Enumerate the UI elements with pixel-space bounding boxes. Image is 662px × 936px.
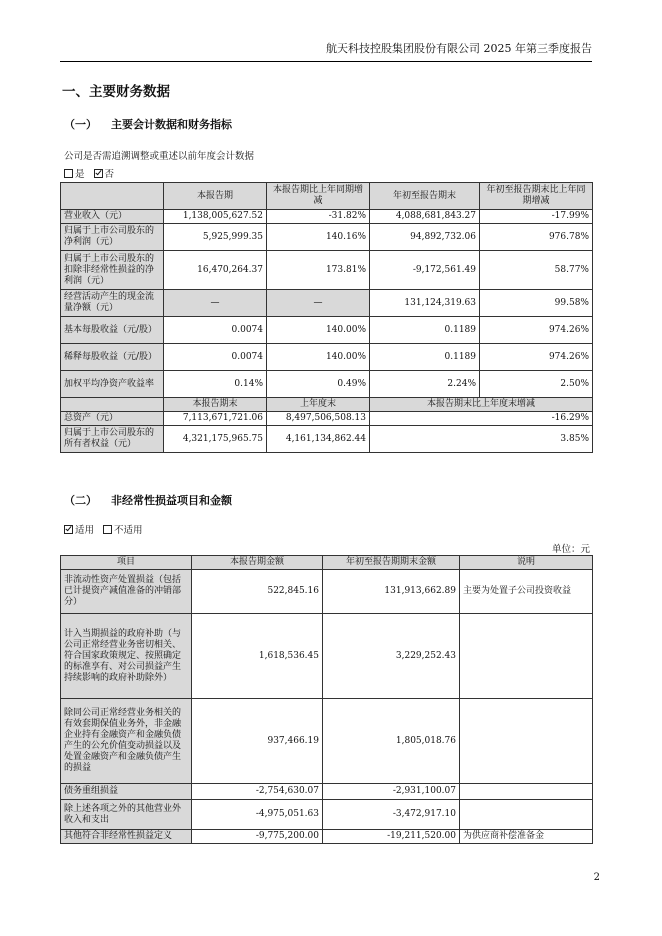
table-row xyxy=(61,371,593,398)
row-label: 加权平均净资产收益率 xyxy=(61,371,164,398)
page-number: 2 xyxy=(593,872,600,883)
cell-value: 140.00% xyxy=(267,344,370,371)
page-header: 航天科技控股集团股份有限公司 2025 年第三季度报告 xyxy=(60,40,592,62)
subsection-text: 非经常性损益项目和金额 xyxy=(111,494,232,507)
header-cell: 上年度末 xyxy=(267,398,370,412)
cell-value: -4,975,051.63 xyxy=(192,800,323,830)
cell-value: 173.81% xyxy=(267,251,370,290)
cell-value: 131,913,662.89 xyxy=(323,570,460,614)
unchecked-box-icon[interactable] xyxy=(64,169,73,178)
option-not-apply: 不适用 xyxy=(114,525,143,536)
header-cell: 年初至报告期末比上年同期增减 xyxy=(480,183,593,210)
financial-data-table xyxy=(60,182,593,453)
cell-value: -2,931,100.07 xyxy=(323,784,460,800)
cell-value: 937,466.19 xyxy=(192,699,323,784)
cell-value: -19,211,520.00 xyxy=(323,830,460,844)
cell-value: -2,754,630.07 xyxy=(192,784,323,800)
cell-value: -31.82% xyxy=(267,210,370,224)
row-label: 其他符合非经常性损益定义 xyxy=(61,830,192,844)
header-cell: 本报告期末 xyxy=(164,398,267,412)
cell-value: 976.78% xyxy=(480,224,593,251)
row-label: 总资产（元） xyxy=(61,412,164,426)
subsection-text: 主要会计数据和财务指标 xyxy=(111,118,232,131)
row-label: 债务重组损益 xyxy=(61,784,192,800)
cell-value: — xyxy=(267,290,370,317)
cell-value: 0.0074 xyxy=(164,317,267,344)
cell-note xyxy=(460,800,593,830)
cell-value: 99.58% xyxy=(480,290,593,317)
table-row xyxy=(61,317,593,344)
table-row xyxy=(61,224,593,251)
table-row xyxy=(61,614,593,699)
cell-value: 4,161,134,862.44 xyxy=(267,426,370,453)
restate-options xyxy=(64,166,114,180)
row-label: 基本每股收益（元/股） xyxy=(61,317,164,344)
cell-value: 5,925,999.35 xyxy=(164,224,267,251)
header-cell: 年初至报告期期末金额 xyxy=(323,556,460,570)
subsection-title-1 xyxy=(64,116,232,132)
subsection-number: （一） xyxy=(64,118,97,131)
table-row xyxy=(61,830,593,844)
row-label: 稀释每股收益（元/股） xyxy=(61,344,164,371)
row-label: 归属于上市公司股东的扣除非经常性损益的净利润（元） xyxy=(61,251,164,290)
non-recurring-table xyxy=(60,555,593,844)
header-cell: 本报告期末比上年度末增减 xyxy=(370,398,593,412)
cell-value: 1,805,018.76 xyxy=(323,699,460,784)
table-row xyxy=(61,412,593,426)
unit-label: 单位：元 xyxy=(551,544,590,555)
header-cell xyxy=(61,398,164,412)
table-row xyxy=(61,570,593,614)
cell-note xyxy=(460,699,593,784)
cell-value: 0.1189 xyxy=(370,317,480,344)
header-cell: 本报告期比上年同期增减 xyxy=(267,183,370,210)
table-row xyxy=(61,699,593,784)
cell-value: 3.85% xyxy=(370,426,593,453)
cell-value: 2.24% xyxy=(370,371,480,398)
header-cell: 项目 xyxy=(61,556,192,570)
cell-value: 16,470,264.37 xyxy=(164,251,267,290)
header-cell xyxy=(61,183,164,210)
cell-value: 140.16% xyxy=(267,224,370,251)
cell-value: — xyxy=(164,290,267,317)
subsection-title-2 xyxy=(64,492,232,508)
cell-value: 58.77% xyxy=(480,251,593,290)
cell-value: 0.1189 xyxy=(370,344,480,371)
header-cell: 本报告期 xyxy=(164,183,267,210)
row-label: 除同公司正常经营业务相关的有效套期保值业务外，非金融企业持有金融资产和金融负债产生的公允价值变动损益以及处置金融资产和金融负债产生的损益 xyxy=(61,699,192,784)
row-label: 计入当期损益的政府补助（与公司正常经营业务密切相关、符合国家政策规定、按照确定的标准享有、对公司损益产生持续影响的政府补助除外） xyxy=(61,614,192,699)
cell-value: 2.50% xyxy=(480,371,593,398)
cell-value: 4,321,175,965.75 xyxy=(164,426,267,453)
row-label: 归属于上市公司股东的所有者权益（元） xyxy=(61,426,164,453)
row-label: 归属于上市公司股东的净利润（元） xyxy=(61,224,164,251)
cell-value: 94,892,732.06 xyxy=(370,224,480,251)
row-label: 非流动性资产处置损益（包括已计提资产减值准备的冲销部分） xyxy=(61,570,192,614)
cell-value: 140.00% xyxy=(267,317,370,344)
unchecked-box-icon[interactable] xyxy=(103,525,112,534)
cell-value: -9,172,561.49 xyxy=(370,251,480,290)
option-yes: 是 xyxy=(75,169,85,180)
row-label: 营业收入（元） xyxy=(61,210,164,224)
cell-value: -3,472,917.10 xyxy=(323,800,460,830)
cell-note xyxy=(460,614,593,699)
cell-value: 974.26% xyxy=(480,344,593,371)
cell-value: -16.29% xyxy=(370,412,593,426)
subsection-number: （二） xyxy=(64,494,97,507)
table-row xyxy=(61,800,593,830)
cell-value: 4,088,681,843.27 xyxy=(370,210,480,224)
table-row xyxy=(61,344,593,371)
option-no: 否 xyxy=(104,169,115,180)
apply-options xyxy=(64,522,143,536)
cell-value: -9,775,200.00 xyxy=(192,830,323,844)
table-row xyxy=(61,784,593,800)
header-cell: 说明 xyxy=(460,556,593,570)
option-apply: 适用 xyxy=(75,525,95,536)
checked-box-icon[interactable] xyxy=(64,525,73,534)
cell-note xyxy=(460,784,593,800)
cell-value: 1,618,536.45 xyxy=(192,614,323,699)
checked-box-icon[interactable] xyxy=(94,169,103,178)
cell-value: 3,229,252.43 xyxy=(323,614,460,699)
cell-note: 为供应商补偿准备金 xyxy=(460,830,593,844)
cell-value: 8,497,506,508.13 xyxy=(267,412,370,426)
restate-question: 公司是否需追溯调整或重述以前年度会计数据 xyxy=(64,151,255,162)
cell-value: 522,845.16 xyxy=(192,570,323,614)
cell-value: 1,138,005,627.52 xyxy=(164,210,267,224)
cell-value: 0.49% xyxy=(267,371,370,398)
cell-value: 131,124,319.63 xyxy=(370,290,480,317)
cell-value: -17.99% xyxy=(480,210,593,224)
cell-value: 7,113,671,721.06 xyxy=(164,412,267,426)
table-row xyxy=(61,251,593,290)
header-cell: 年初至报告期末 xyxy=(370,183,480,210)
cell-value: 974.26% xyxy=(480,317,593,344)
row-label: 除上述各项之外的其他营业外收入和支出 xyxy=(61,800,192,830)
table-row xyxy=(61,290,593,317)
section-title: 一、主要财务数据 xyxy=(62,84,170,100)
cell-value: 0.0074 xyxy=(164,344,267,371)
table-row xyxy=(61,426,593,453)
cell-value: 0.14% xyxy=(164,371,267,398)
row-label: 经营活动产生的现金流量净额（元） xyxy=(61,290,164,317)
cell-note: 主要为处置子公司投资收益 xyxy=(460,570,593,614)
header-cell: 本报告期金额 xyxy=(192,556,323,570)
table-row xyxy=(61,210,593,224)
